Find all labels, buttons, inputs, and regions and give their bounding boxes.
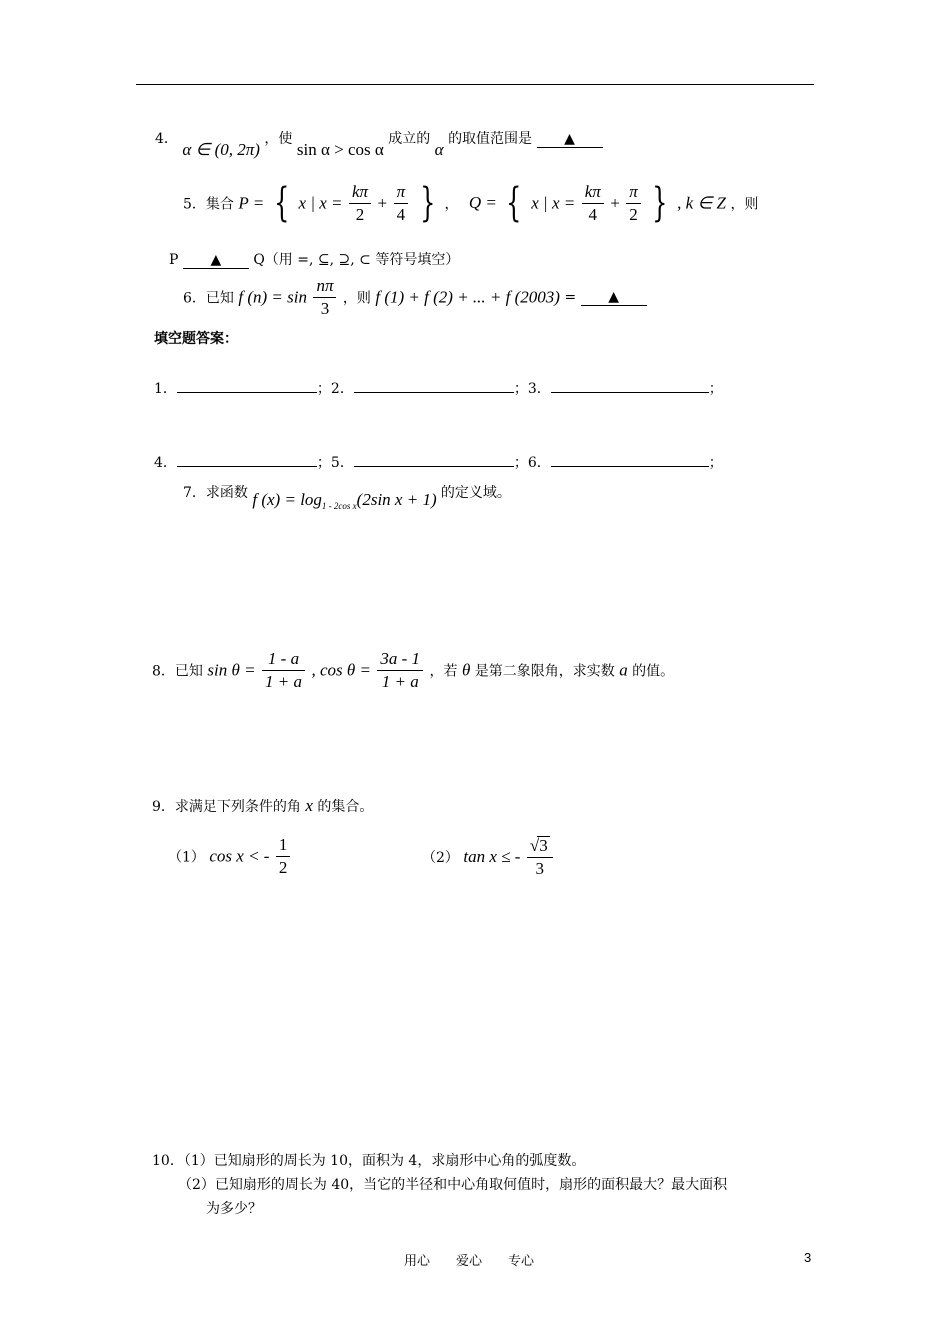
answer-label-2: ；2． bbox=[316, 381, 354, 397]
q4-text-3: 的取值范围是 bbox=[448, 131, 533, 147]
q5-fraction-kpi-2 bbox=[349, 183, 371, 224]
q6-number: 6．已知 bbox=[183, 290, 234, 307]
q5-fraction-pi-2 bbox=[626, 183, 641, 224]
question-10-line-2: （2）已知扇形的周长为 40，当它的半径和中心角取何值时，扇形的面积最大？最大面积 bbox=[178, 1177, 728, 1193]
q9-part-2-label: （2） bbox=[422, 849, 459, 866]
fraction-denominator: 3 bbox=[535, 858, 545, 878]
q5-number: 5．集合 bbox=[183, 196, 234, 213]
question-10-line-3: 为多少？ bbox=[206, 1201, 262, 1217]
q5-set-p-label: P = bbox=[238, 193, 265, 213]
q6-function: f (n) = sin bbox=[238, 287, 307, 307]
q6-equals: = bbox=[564, 289, 577, 306]
q9-x: x bbox=[305, 796, 313, 815]
triangle-marker: ▲ bbox=[608, 288, 619, 305]
answer-label-6: ；6． bbox=[513, 455, 551, 471]
q8-sin: sin θ = bbox=[207, 660, 256, 680]
answer-blank-2 bbox=[354, 392, 514, 393]
fraction-numerator: nπ bbox=[313, 277, 336, 298]
q5-set-q-label: Q = bbox=[468, 193, 497, 213]
fraction-denominator: 2 bbox=[278, 857, 288, 877]
question-8 bbox=[152, 650, 674, 691]
q5-fraction-pi-4 bbox=[394, 183, 409, 224]
answer-label-4: 4． bbox=[154, 455, 177, 471]
question-5 bbox=[183, 180, 759, 227]
answer-end-1: ； bbox=[708, 381, 723, 397]
q5-k-in-z: , k ∈ Z bbox=[677, 193, 726, 213]
q7-log: f (x) = log bbox=[252, 490, 322, 509]
fraction-numerator: 1 - a bbox=[262, 650, 305, 671]
q5-q-instruction: Q（用 =, ⊆, ⊇, ⊂ 等符号填空） bbox=[253, 252, 460, 268]
q5-fraction-kpi-4 bbox=[582, 183, 604, 224]
question-6 bbox=[183, 277, 647, 318]
fraction-numerator: π bbox=[626, 183, 641, 204]
right-brace: } bbox=[419, 180, 435, 227]
q5-set-q-condition: x | x = bbox=[531, 193, 576, 213]
answers-row-2 bbox=[154, 452, 723, 472]
q4-answer-blank bbox=[537, 131, 603, 148]
q4-number: 4． bbox=[155, 131, 178, 147]
footer-motto: 用心 爱心 专心 bbox=[404, 1254, 535, 1269]
q9-part-2-fraction bbox=[527, 836, 553, 878]
q4-alpha: α bbox=[434, 140, 444, 159]
triangle-marker: ▲ bbox=[564, 131, 575, 147]
q9-tail: 的集合。 bbox=[317, 799, 374, 815]
q5-answer-blank bbox=[183, 252, 249, 269]
q4-text-1: ，使 bbox=[264, 131, 293, 147]
question-9-part-2 bbox=[422, 836, 555, 878]
fraction-denominator: 1 + a bbox=[265, 671, 302, 691]
q4-condition: α ∈ (0, 2π) bbox=[182, 140, 260, 159]
answers-heading: 填空题答案： bbox=[154, 331, 238, 347]
q9-part-1-label: （1） bbox=[168, 849, 205, 866]
q6-answer-blank bbox=[581, 289, 647, 306]
q5-then: ，则 bbox=[730, 196, 759, 213]
q9-part-1-fraction bbox=[276, 836, 291, 877]
triangle-marker: ▲ bbox=[210, 252, 222, 268]
fraction-numerator: π bbox=[394, 183, 409, 204]
fraction-denominator: 4 bbox=[588, 204, 597, 224]
q4-text-2: 成立的 bbox=[388, 131, 431, 147]
answer-label-3: ；3． bbox=[513, 381, 551, 397]
answer-end-2: ； bbox=[708, 455, 723, 471]
question-5-line-2 bbox=[169, 249, 459, 269]
question-7 bbox=[183, 482, 511, 511]
answer-blank-5 bbox=[354, 466, 514, 467]
q9-part-1-expression: cos x < - bbox=[209, 846, 270, 866]
answer-label-1: 1． bbox=[154, 381, 177, 397]
q7-tail: 的定义域。 bbox=[440, 485, 511, 501]
question-4 bbox=[155, 128, 603, 159]
q8-number: 8．已知 bbox=[152, 663, 203, 680]
question-10-line-1: 10．（1）已知扇形的周长为 10，面积为 4，求扇形中心角的弧度数。 bbox=[152, 1153, 586, 1169]
q6-fraction-npi-3 bbox=[313, 277, 336, 318]
fraction-numerator: √3 bbox=[527, 836, 553, 858]
q8-cos: , cos θ = bbox=[311, 660, 371, 680]
q8-text-3: 的值。 bbox=[632, 663, 675, 680]
fraction-numerator: kπ bbox=[349, 183, 371, 204]
fraction-denominator: 1 + a bbox=[381, 671, 419, 691]
q7-log-base: 1 - 2cos x bbox=[321, 501, 357, 511]
fraction-numerator: 3a - 1 bbox=[377, 650, 423, 671]
plus-sign: + bbox=[610, 193, 620, 213]
fraction-denominator: 3 bbox=[320, 298, 330, 318]
fraction-numerator: 1 bbox=[276, 836, 291, 857]
left-brace: { bbox=[273, 180, 290, 227]
q6-text-1: ，则 bbox=[342, 290, 371, 307]
question-9-part-1 bbox=[168, 836, 292, 877]
page-number: 3 bbox=[804, 1250, 812, 1265]
answers-row-1 bbox=[154, 378, 723, 398]
q5-comma: ， bbox=[444, 196, 459, 213]
answer-blank-1 bbox=[177, 392, 317, 393]
left-brace: { bbox=[506, 180, 522, 227]
fraction-denominator: 2 bbox=[629, 204, 638, 224]
q5-p-symbol: P bbox=[169, 252, 179, 268]
q4-inequality: sin α > cos α bbox=[296, 140, 384, 159]
fraction-denominator: 4 bbox=[396, 204, 406, 224]
q9-number: 9．求满足下列条件的角 bbox=[152, 799, 301, 815]
fraction-denominator: 2 bbox=[355, 204, 365, 224]
question-9 bbox=[152, 796, 373, 816]
q8-text-2: 是第二象限角，求实数 bbox=[474, 663, 615, 680]
q5-set-p-condition: x | x = bbox=[298, 193, 343, 213]
q7-number: 7．求函数 bbox=[183, 485, 248, 501]
answer-blank-4 bbox=[177, 466, 317, 467]
q8-a: a bbox=[619, 660, 628, 680]
fraction-numerator: kπ bbox=[582, 183, 604, 204]
right-brace: } bbox=[652, 180, 668, 227]
answer-label-5: ；5． bbox=[316, 455, 354, 471]
q8-fraction-2 bbox=[377, 650, 423, 691]
q8-fraction-1 bbox=[262, 650, 305, 691]
q7-argument: (2sin x + 1) bbox=[356, 490, 437, 509]
q8-theta: θ bbox=[461, 660, 471, 680]
q8-text-1: ，若 bbox=[429, 663, 458, 680]
plus-sign: + bbox=[377, 193, 388, 213]
q9-part-2-expression: tan x ≤ - bbox=[463, 846, 521, 866]
answer-blank-3 bbox=[551, 392, 709, 393]
sqrt-radicand: 3 bbox=[539, 836, 548, 855]
header-rule bbox=[136, 84, 814, 85]
q6-sum: f (1) + f (2) + ... + f (2003) bbox=[375, 287, 560, 307]
answer-blank-6 bbox=[551, 466, 709, 467]
q7-function bbox=[252, 490, 440, 509]
